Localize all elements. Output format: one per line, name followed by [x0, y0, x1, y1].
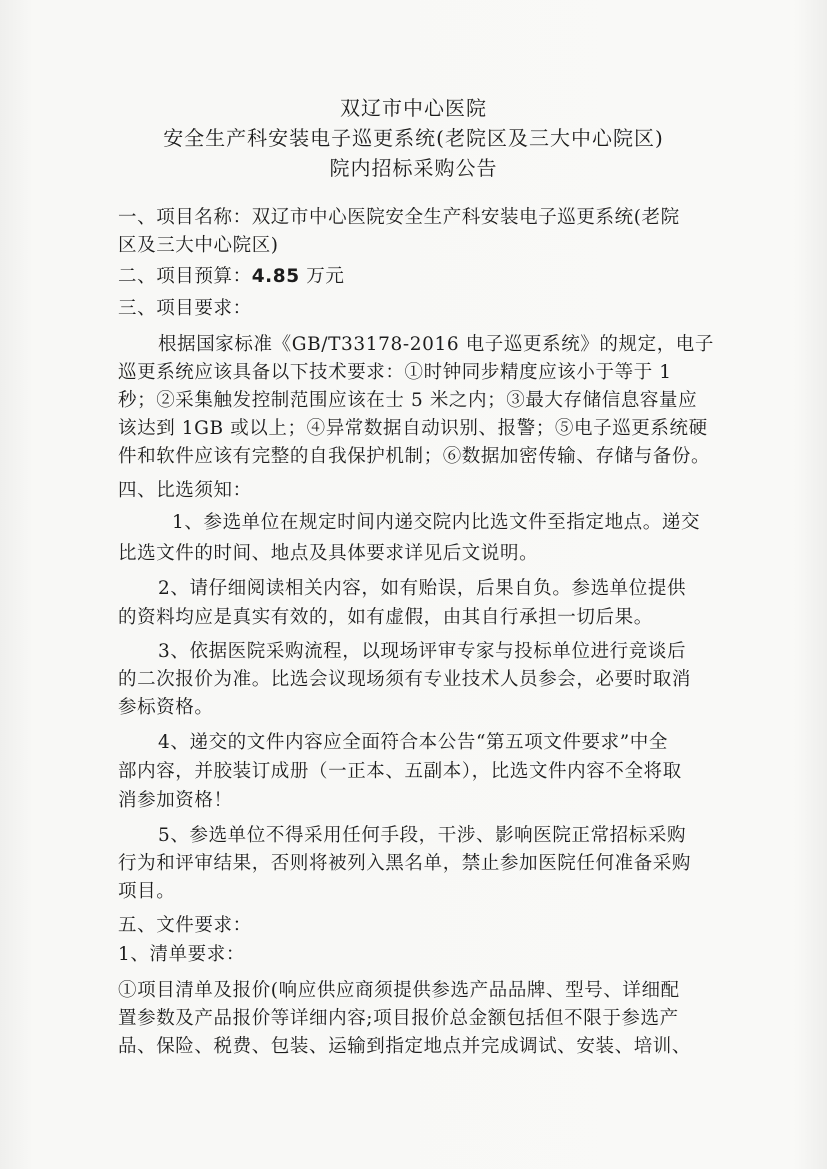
paragraph-line: ①项目清单及报价(响应供应商须提供参选产品品牌、型号、详细配 — [118, 980, 680, 1001]
paragraph-line: 4、递交的文件内容应全面符合本公告“第五项文件要求”中全 — [158, 732, 668, 753]
paragraph-line: 行为和评审结果，否则将被列入黑名单，禁止参加医院任何准备采购 — [118, 853, 692, 874]
paragraph-line: 的资料均应是真实有效的，如有虚假，由其自行承担一切后果。 — [118, 607, 653, 628]
paragraph-line: 比选文件的时间、地点及具体要求详见后文说明。 — [118, 543, 539, 564]
subsection-heading: 1、清单要求： — [118, 944, 245, 965]
paragraph-line: 品、保险、税费、包装、运输到指定地点并完成调试、安装、培训、 — [118, 1036, 692, 1057]
paragraph-line: 1、参选单位在规定时间内递交院内比选文件至指定地点。递交 — [172, 512, 701, 533]
section-heading: 五、文件要求： — [118, 915, 252, 936]
paragraph-line: 5、参选单位不得采用任何手段，干涉、影响医院正常招标采购 — [158, 825, 687, 846]
hospital-name: 双辽市中心医院 — [340, 96, 487, 120]
section-heading: 三、项目要求： — [118, 298, 252, 319]
paragraph-line: 参标资格。 — [118, 697, 214, 718]
paragraph-line: 根据国家标准《GB/T33178-2016 电子巡更系统》的规定，电子 — [158, 334, 715, 355]
paragraph-line: 该达到 1GB 或以上；④异常数据自动识别、报警；⑤电子巡更系统硬 — [118, 418, 708, 439]
paragraph-line: 的二次报价为准。比选会议现场须有专业技术人员参会，必要时取消 — [118, 669, 692, 690]
budget-label: 二、项目预算： — [118, 266, 252, 287]
project-name-line: 区及三大中心院区) — [118, 235, 279, 256]
paragraph-line: 件和软件应该有完整的自我保护机制；⑥数据加密传输、存储与备份。 — [118, 446, 711, 467]
project-name-line: 一、项目名称：双辽市中心医院安全生产科安装电子巡更系统(老院 — [118, 207, 680, 228]
budget-unit: 万元 — [306, 266, 345, 287]
budget-amount: 4.85 — [251, 266, 300, 287]
notice-title: 院内招标采购公告 — [329, 156, 498, 180]
paragraph-line: 秒；②采集触发控制范围应该在士 5 米之内；③最大存储信息容量应 — [118, 390, 698, 411]
project-title: 安全生产科安装电子巡更系统(老院区及三大中心院区) — [163, 126, 664, 150]
budget-line — [118, 262, 344, 288]
section-heading: 四、比选须知： — [118, 480, 252, 501]
paragraph-line: 消参加资格！ — [118, 790, 233, 811]
paragraph-line: 3、依据医院采购流程，以现场评审专家与投标单位进行竞谈后 — [158, 641, 687, 662]
paragraph-line: 置参数及产品报价等详细内容;项目报价总金额包括但不限于参选产 — [118, 1008, 679, 1029]
paragraph-line: 2、请仔细阅读相关内容，如有贻误，后果自负。参选单位提供 — [158, 578, 687, 599]
paragraph-line: 部内容，并胶装订成册（一正本、五副本），比选文件内容不全将取 — [118, 761, 682, 782]
paragraph-line: 项目。 — [118, 881, 176, 902]
paragraph-line: 巡更系统应该具备以下技术要求：①时钟同步精度应该小于等于 1 — [118, 362, 672, 383]
